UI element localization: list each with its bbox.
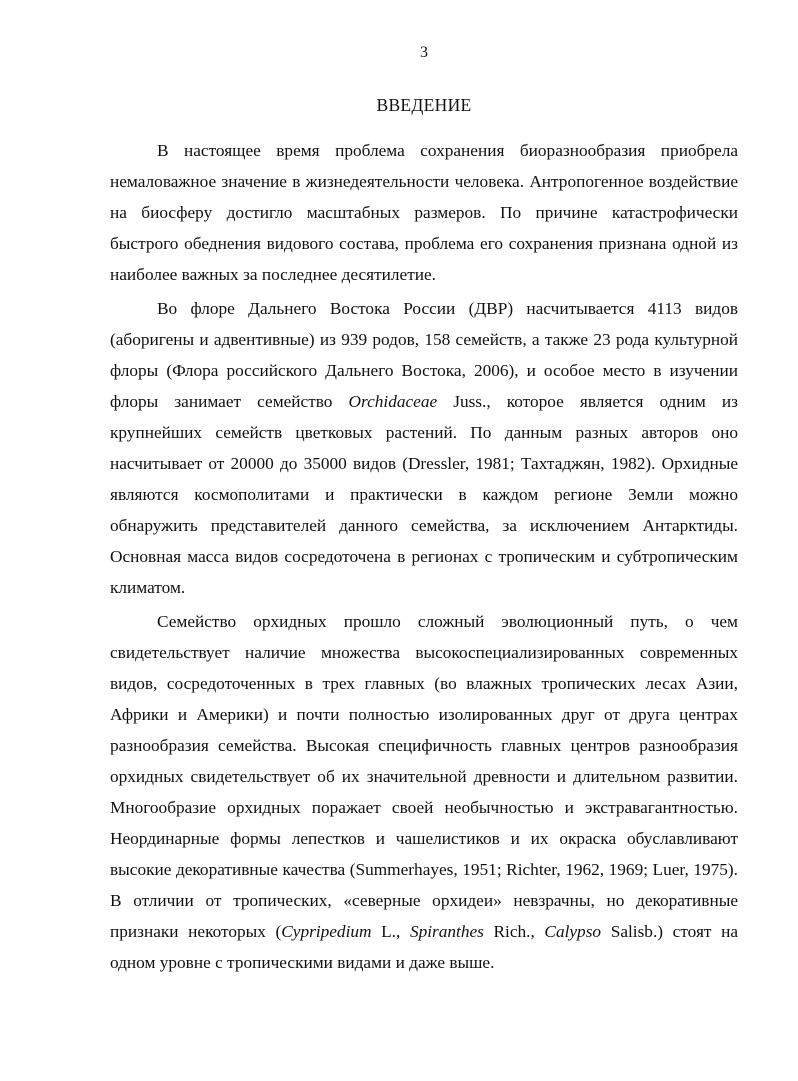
paragraph-evolution [110,606,738,978]
taxon-name: Spiranthes [409,922,484,941]
taxon-name: Cypripedium [281,922,372,941]
text-segment: Rich., [483,922,545,941]
page-number: 3 [420,44,428,61]
text-segment: Juss., которое является одним из крупнейших семейств цветковых растений. По данным разных авторов оно насчитывает от 20000 до 35000 видов (Dressler, 1981; Тахтаджян, 1982). Орхидные являются космополитами и практически в каждом регионе Земли можно обнаружить представителей данного семейства, за исключением Антарктиды. Основная масса видов сосредоточена в регионах с тропическим и субтропическим климатом. [110,392,738,597]
paragraph-flora [110,293,738,603]
text-segment: Во флоре Дальнего Востока России (ДВР) насчитывается 4113 видов (аборигены и адвентивные) из 939 родов, 158 семейств, а также 23 рода культурной флоры (Флора российского Дальнего Востока, 2006), и особое место в изучении флоры занимает семейство [110,299,738,411]
text-segment: Семейство орхидных прошло сложный эволюционный путь, о чем свидетельствует наличие множества высокоспециализированных современных видов, сосредоточенных в трех главных (во влажных тропических лесах Азии, Африки и Америки) и почти полностью изолированных друг от друга центрах разнообразия семейства. Высокая специфичность главных центров разнообразия орхидных свидетельствует об их значительной древности и длительном развитии. Многообразие орхидных поражает своей необычностью и экстравагантностью. Неординарные формы лепестков и чашелистиков и их окраска обуславливают высокие декоративные качества (Summerhayes, 1951; Richter, 1962, 1969; Luer, 1975). В отличии от тропических, «северные орхидеи» невзрачны, но декоративные признаки некоторых ( [110,612,738,941]
paragraph-intro [110,135,738,290]
text-segment: Salisb.) стоят на одном уровне с тропическими видами и даже выше. [110,922,739,972]
taxon-name: Calypso [544,922,602,941]
taxon-name: Orchidaceae [348,392,438,411]
text-segment: В настоящее время проблема сохранения биоразнообразия приобрела немаловажное значение в жизнедеятельности человека. Антропогенное воздействие на биосферу достигло масштабных размеров. По причине катастрофически быстрого обеднения видового состава, проблема его сохранения признана одной из наиболее важных за последнее десятилетие. [110,141,738,284]
text-segment: L., [371,922,410,941]
section-heading: ВВЕДЕНИЕ [376,95,472,115]
body-text [110,135,738,978]
